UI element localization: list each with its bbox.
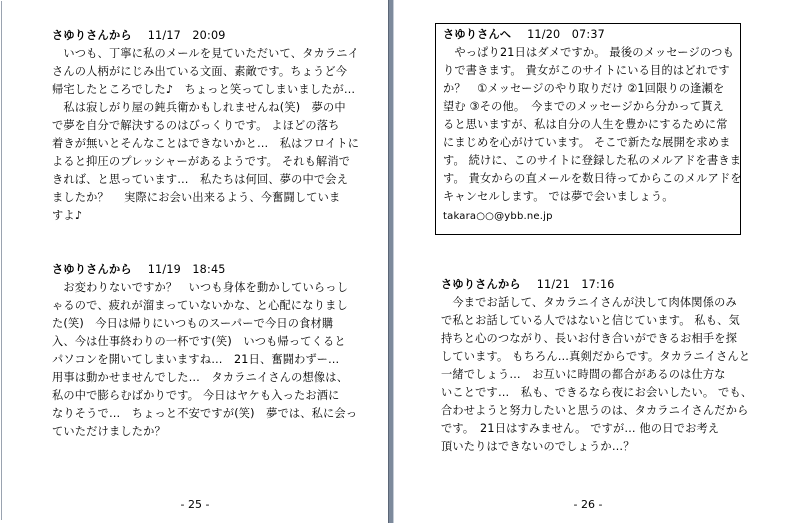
message-line: 頂いたりはできないのでしょうか…？ (441, 440, 635, 453)
message-line: お変わりないですか？ いつも身体を動かしていらっし (52, 281, 349, 294)
message-line: 着きが無いとそんなことはできないかと… 私はフロイトに (52, 137, 360, 150)
message-line: ましたか？ 実際にお会い出来るよう、今奮闘していま (52, 191, 341, 204)
message-body (441, 294, 752, 456)
page-left (2, 0, 388, 523)
message-line: さんの人柄がにじみ出ている文面、素敵です。ちょうど今 (52, 65, 348, 78)
page-number: - 25 - (180, 498, 210, 511)
message-body (52, 279, 357, 441)
message-line: で夢を自分で解決するのはびっくりです。 よほどの落ち (52, 119, 340, 132)
message-date: 11/19 18:45 (147, 263, 226, 276)
message-line: 望む ③その他。 今までのメッセージから分かって貰え (443, 100, 725, 113)
message-line: パソコンを開いてしまいますね… 21日、奮闘わずー… (52, 353, 340, 366)
email-address: takara○○@ybb.ne.jp (443, 211, 553, 222)
message-sender: さゆりさんから (52, 263, 132, 276)
message-line: 持ちと心のつながり、長いお付き合いができるお相手を探 (441, 332, 738, 345)
message-line: す。 貴女からの直メールを数日待ってからこのメルアドを (443, 172, 742, 185)
message-entry (52, 261, 357, 441)
message-line: しています。 もちろん…真剣だからです。タカラニイさんと (441, 350, 751, 363)
message-line: りで書きます。 貴女がこのサイトにいる目的はどれです (443, 64, 730, 77)
message-header (441, 276, 752, 294)
message-date: 11/21 17:16 (536, 278, 615, 291)
message-line: 用事は動かせませんでした… タカラニイさんの想像は、 (52, 371, 349, 384)
message-line: やっぱり21日はダメですか。 最後のメッセージのつも (443, 46, 735, 59)
message-entry (441, 276, 752, 456)
message-sender: さゆりさんから (52, 29, 132, 42)
message-line: 入、今は仕事終わりの一杯です(笑) いつも帰ってくると (52, 335, 346, 348)
message-date: 11/17 20:09 (147, 29, 226, 42)
message-date: 11/20 07:37 (527, 28, 605, 41)
message-line: ゃるので、疲れが溜まっていないかな、と心配になりまし (52, 299, 348, 312)
message-line: ていただけましたか？ (52, 425, 166, 438)
message-line: 今までお話して、タカラニイさんが決して肉体関係のみ (441, 296, 737, 309)
message-line: 私は寂しがり屋の鈍兵衛かもしれませんね(笑) 夢の中 (52, 101, 346, 114)
message-line: 一緒でしょう… お互いに時間の都合があるのは仕方な (441, 368, 726, 381)
page-right (394, 0, 782, 523)
message-line: 帰宅したところでした♪ ちょっと笑ってしまいましたが… (52, 83, 356, 96)
message-sender: さゆりさんへ (443, 28, 512, 41)
message-line: なりそうで… ちょっと不安ですが(笑) 夢では、私に会っ (52, 407, 358, 420)
message-line: いことです… 私も、できるなら夜にお会いしたい。 でも、 (441, 386, 753, 399)
message-line: にまじめを心がけています。 そこで新たな展開を求めま (443, 136, 731, 149)
message-line: す。 続けに、このサイトに登録した私のメルアドを書きま (443, 154, 742, 167)
message-line: た(笑) 今日は帰りにいつものスーパーで今日の食材購 (52, 317, 334, 330)
message-body (443, 44, 742, 206)
message-entry-boxed (435, 23, 741, 235)
message-header (443, 26, 733, 44)
message-line: ると思いますが、私は自分の人生を豊かにするために常 (443, 118, 728, 131)
message-entry (52, 27, 359, 225)
message-sender: さゆりさんから (441, 278, 521, 291)
message-line: か？ ①メッセージのやり取りだけ ②1回限りの逢瀬を (443, 82, 725, 95)
message-header (52, 27, 359, 45)
message-line: いつも、丁寧に私のメールを見ていただいて、タカラニイ (52, 47, 360, 60)
message-line: 私の中で膨らむばかりです。 今日はヤケも入ったお酒に (52, 389, 340, 402)
message-line: きれば、と思っています… 私たちは何回、夢の中で会え (52, 173, 349, 186)
message-line: すよ♪ (52, 209, 83, 222)
message-line: です。 21日はすみません。 ですが… 他の日でお考え (441, 422, 720, 435)
message-line: で私とお話している人ではないと信じています。 私も、気 (441, 314, 740, 327)
message-body (52, 45, 359, 225)
page-number: - 26 - (573, 498, 603, 511)
message-line: キャンセルします。 では夢で会いましょう。 (443, 190, 674, 203)
message-header (52, 261, 357, 279)
message-line: よると抑圧のプレッシャーがあるようです。 それも解消で (52, 155, 351, 168)
message-line: 合わせようと努力したいと思うのは、タカラニイさんだから (441, 404, 749, 417)
